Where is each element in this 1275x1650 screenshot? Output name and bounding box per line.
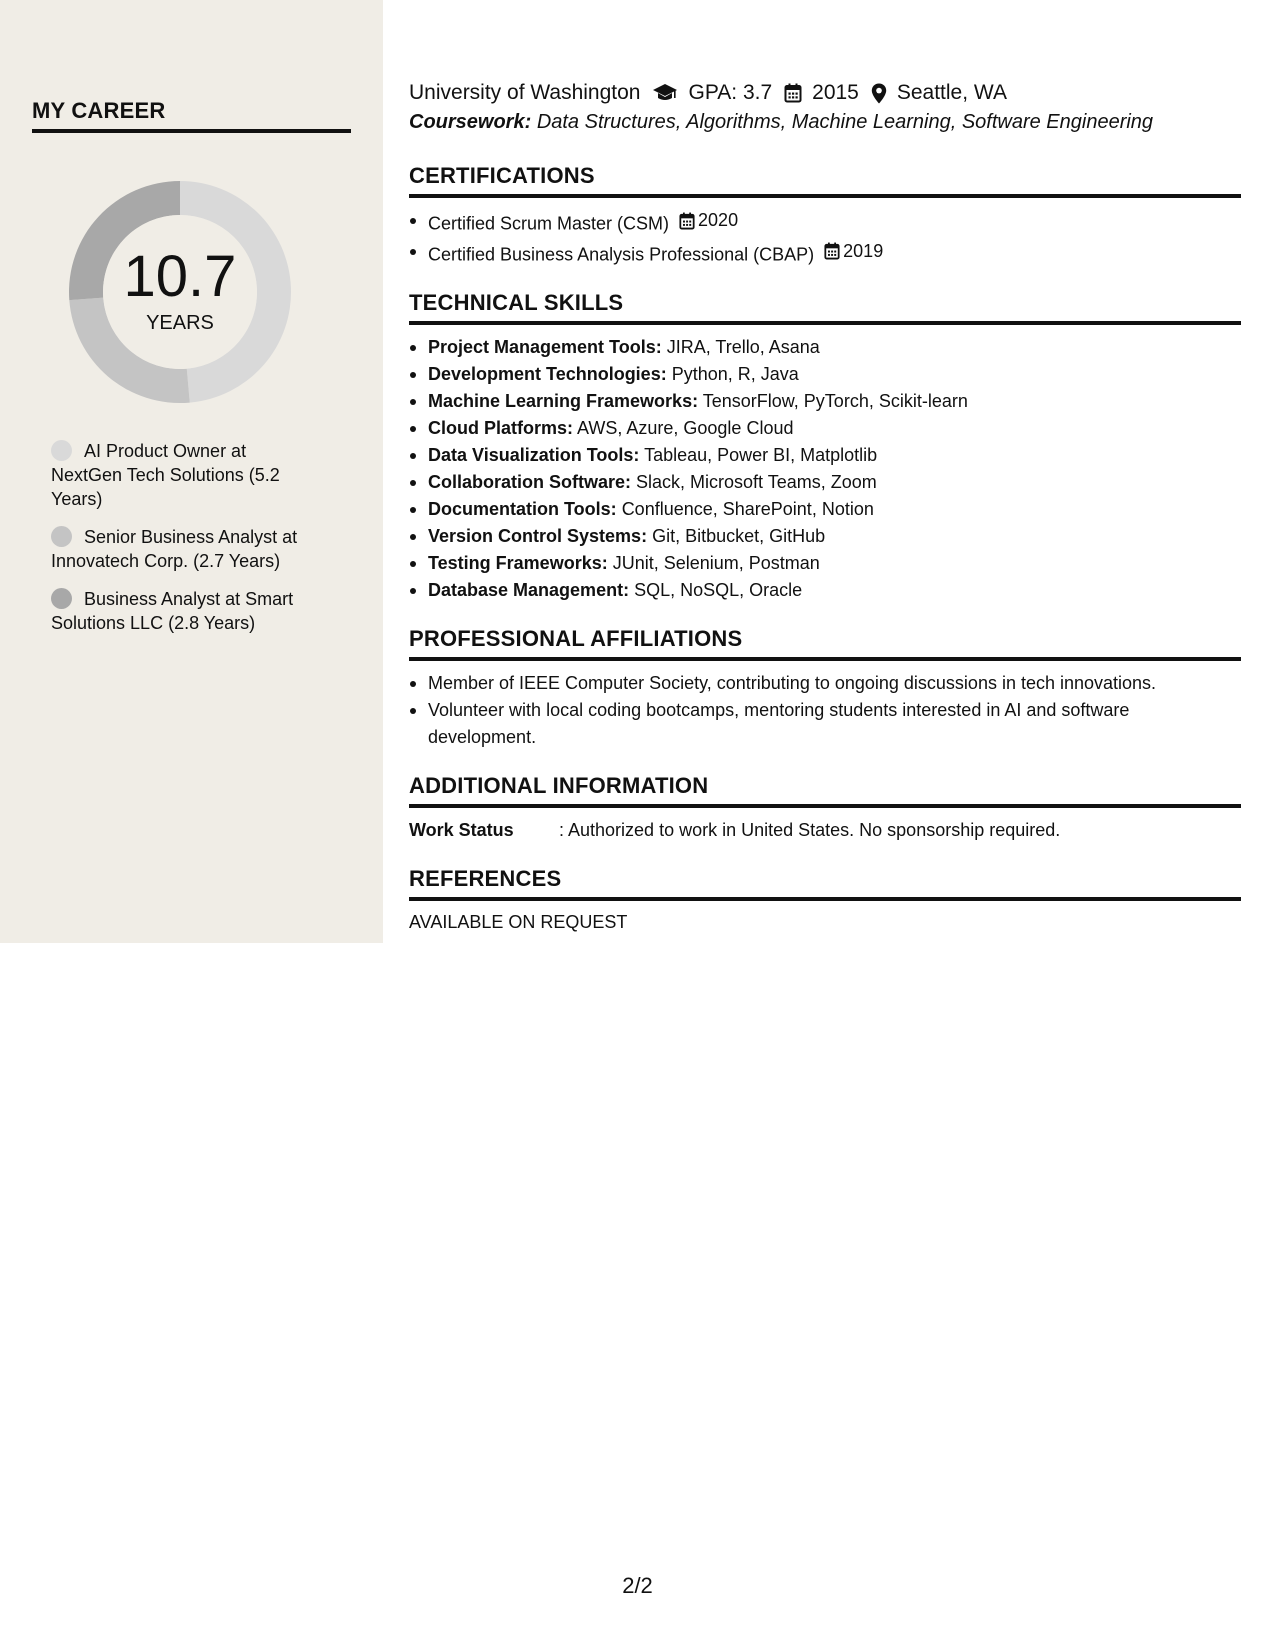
- skills-title: TECHNICAL SKILLS: [409, 290, 624, 315]
- gpa-text: GPA: 3.7: [688, 81, 773, 104]
- certifications-title: CERTIFICATIONS: [409, 163, 595, 188]
- legend-item: [51, 525, 321, 573]
- coursework-line: [409, 111, 1241, 141]
- education-line: [409, 78, 1241, 108]
- skill-value: JIRA, Trello, Asana: [666, 337, 820, 357]
- legend-dot-icon: [51, 526, 72, 547]
- page-number: 2/2: [622, 1573, 653, 1598]
- certifications-list: [409, 207, 1241, 268]
- calendar-icon: [784, 83, 802, 103]
- list-item: [409, 496, 1241, 523]
- career-title-rule: [32, 129, 351, 133]
- work-status-value: : Authorized to work in United States. No sponsorship required.: [559, 820, 1061, 840]
- skill-label: Documentation Tools:: [428, 499, 617, 519]
- main-column: [409, 78, 1241, 933]
- section-rule: [409, 804, 1241, 808]
- school-name: University of Washington: [409, 81, 641, 104]
- skill-value: Confluence, SharePoint, Notion: [621, 499, 874, 519]
- legend-label: Senior Business Analyst at Innovatech Corp. (2.7 Years): [51, 527, 298, 571]
- list-item: [409, 550, 1241, 577]
- coursework-text: Data Structures, Algorithms, Machine Learning, Software Engineering: [536, 111, 1154, 133]
- skill-value: TensorFlow, PyTorch, Scikit-learn: [702, 391, 968, 411]
- skill-label: Cloud Platforms:: [428, 418, 574, 438]
- skill-label: Machine Learning Frameworks:: [428, 391, 699, 411]
- skill-label: Project Management Tools:: [428, 337, 662, 357]
- legend-dot-icon: [51, 440, 72, 461]
- list-item: Member of IEEE Computer Society, contributing to ongoing discussions in tech innovations.: [409, 670, 1241, 697]
- list-item: [409, 238, 1241, 269]
- certification-year: [679, 207, 738, 234]
- skill-label: Version Control Systems:: [428, 526, 648, 546]
- skill-value: SQL, NoSQL, Oracle: [634, 580, 803, 600]
- list-item: [409, 442, 1241, 469]
- legend-item: [51, 439, 321, 511]
- career-legend: [51, 439, 321, 649]
- section-rule: [409, 321, 1241, 325]
- certification-name: Certified Scrum Master (CSM): [428, 213, 670, 234]
- career-title: MY CAREER: [32, 98, 166, 123]
- career-total-value: 10.7: [123, 244, 237, 309]
- affiliations-list: [409, 670, 1241, 751]
- skill-label: Data Visualization Tools:: [428, 445, 640, 465]
- section-rule: [409, 657, 1241, 661]
- references-text: AVAILABLE ON REQUEST: [409, 912, 628, 932]
- list-item: [409, 334, 1241, 361]
- certification-name: Certified Business Analysis Professional (CBAP): [428, 244, 815, 264]
- section-rule: [409, 194, 1241, 198]
- coursework-label: Coursework:: [409, 111, 532, 133]
- affiliations-title: PROFESSIONAL AFFILIATIONS: [409, 626, 743, 651]
- skill-label: Database Management:: [428, 580, 630, 600]
- skill-value: Git, Bitbucket, GitHub: [652, 526, 826, 546]
- legend-item: [51, 587, 321, 635]
- skill-value: Python, R, Java: [671, 364, 799, 384]
- references-title: REFERENCES: [409, 866, 562, 891]
- work-status-label: Work Status: [409, 820, 514, 840]
- skill-label: Collaboration Software:: [428, 472, 632, 492]
- certification-year-text: 2020: [698, 210, 739, 230]
- list-item: [409, 577, 1241, 604]
- calendar-icon: [824, 242, 840, 260]
- list-item: Volunteer with local coding bootcamps, mentoring students interested in AI and software development.: [409, 697, 1241, 751]
- list-item: [409, 469, 1241, 496]
- work-status-row: [409, 817, 1241, 844]
- list-item: [409, 207, 1241, 238]
- career-total-unit: YEARS: [146, 312, 214, 334]
- skill-label: Testing Frameworks:: [428, 553, 608, 573]
- list-item: [409, 523, 1241, 550]
- skills-list: [409, 334, 1241, 604]
- calendar-icon: [679, 212, 695, 230]
- list-item: [409, 388, 1241, 415]
- legend-dot-icon: [51, 588, 72, 609]
- skill-value: Slack, Microsoft Teams, Zoom: [636, 472, 877, 492]
- legend-label: AI Product Owner at NextGen Tech Solutions (5.2 Years): [51, 441, 280, 509]
- skill-value: JUnit, Selenium, Postman: [612, 553, 820, 573]
- sidebar: [0, 0, 383, 943]
- legend-label: Business Analyst at Smart Solutions LLC (2.8 Years): [51, 589, 294, 633]
- certification-year: [824, 238, 883, 265]
- map-pin-icon: [871, 83, 887, 104]
- list-item: [409, 361, 1241, 388]
- skill-value: Tableau, Power BI, Matplotlib: [644, 445, 878, 465]
- list-item: [409, 415, 1241, 442]
- certification-year-text: 2019: [843, 240, 884, 261]
- school-location: Seattle, WA: [896, 81, 1007, 104]
- skill-value: AWS, Azure, Google Cloud: [577, 418, 794, 438]
- skill-label: Development Technologies:: [428, 364, 667, 384]
- section-rule: [409, 897, 1241, 901]
- graduation-cap-icon: [652, 83, 678, 103]
- additional-info-title: ADDITIONAL INFORMATION: [409, 773, 709, 798]
- graduation-year: 2015: [812, 81, 859, 104]
